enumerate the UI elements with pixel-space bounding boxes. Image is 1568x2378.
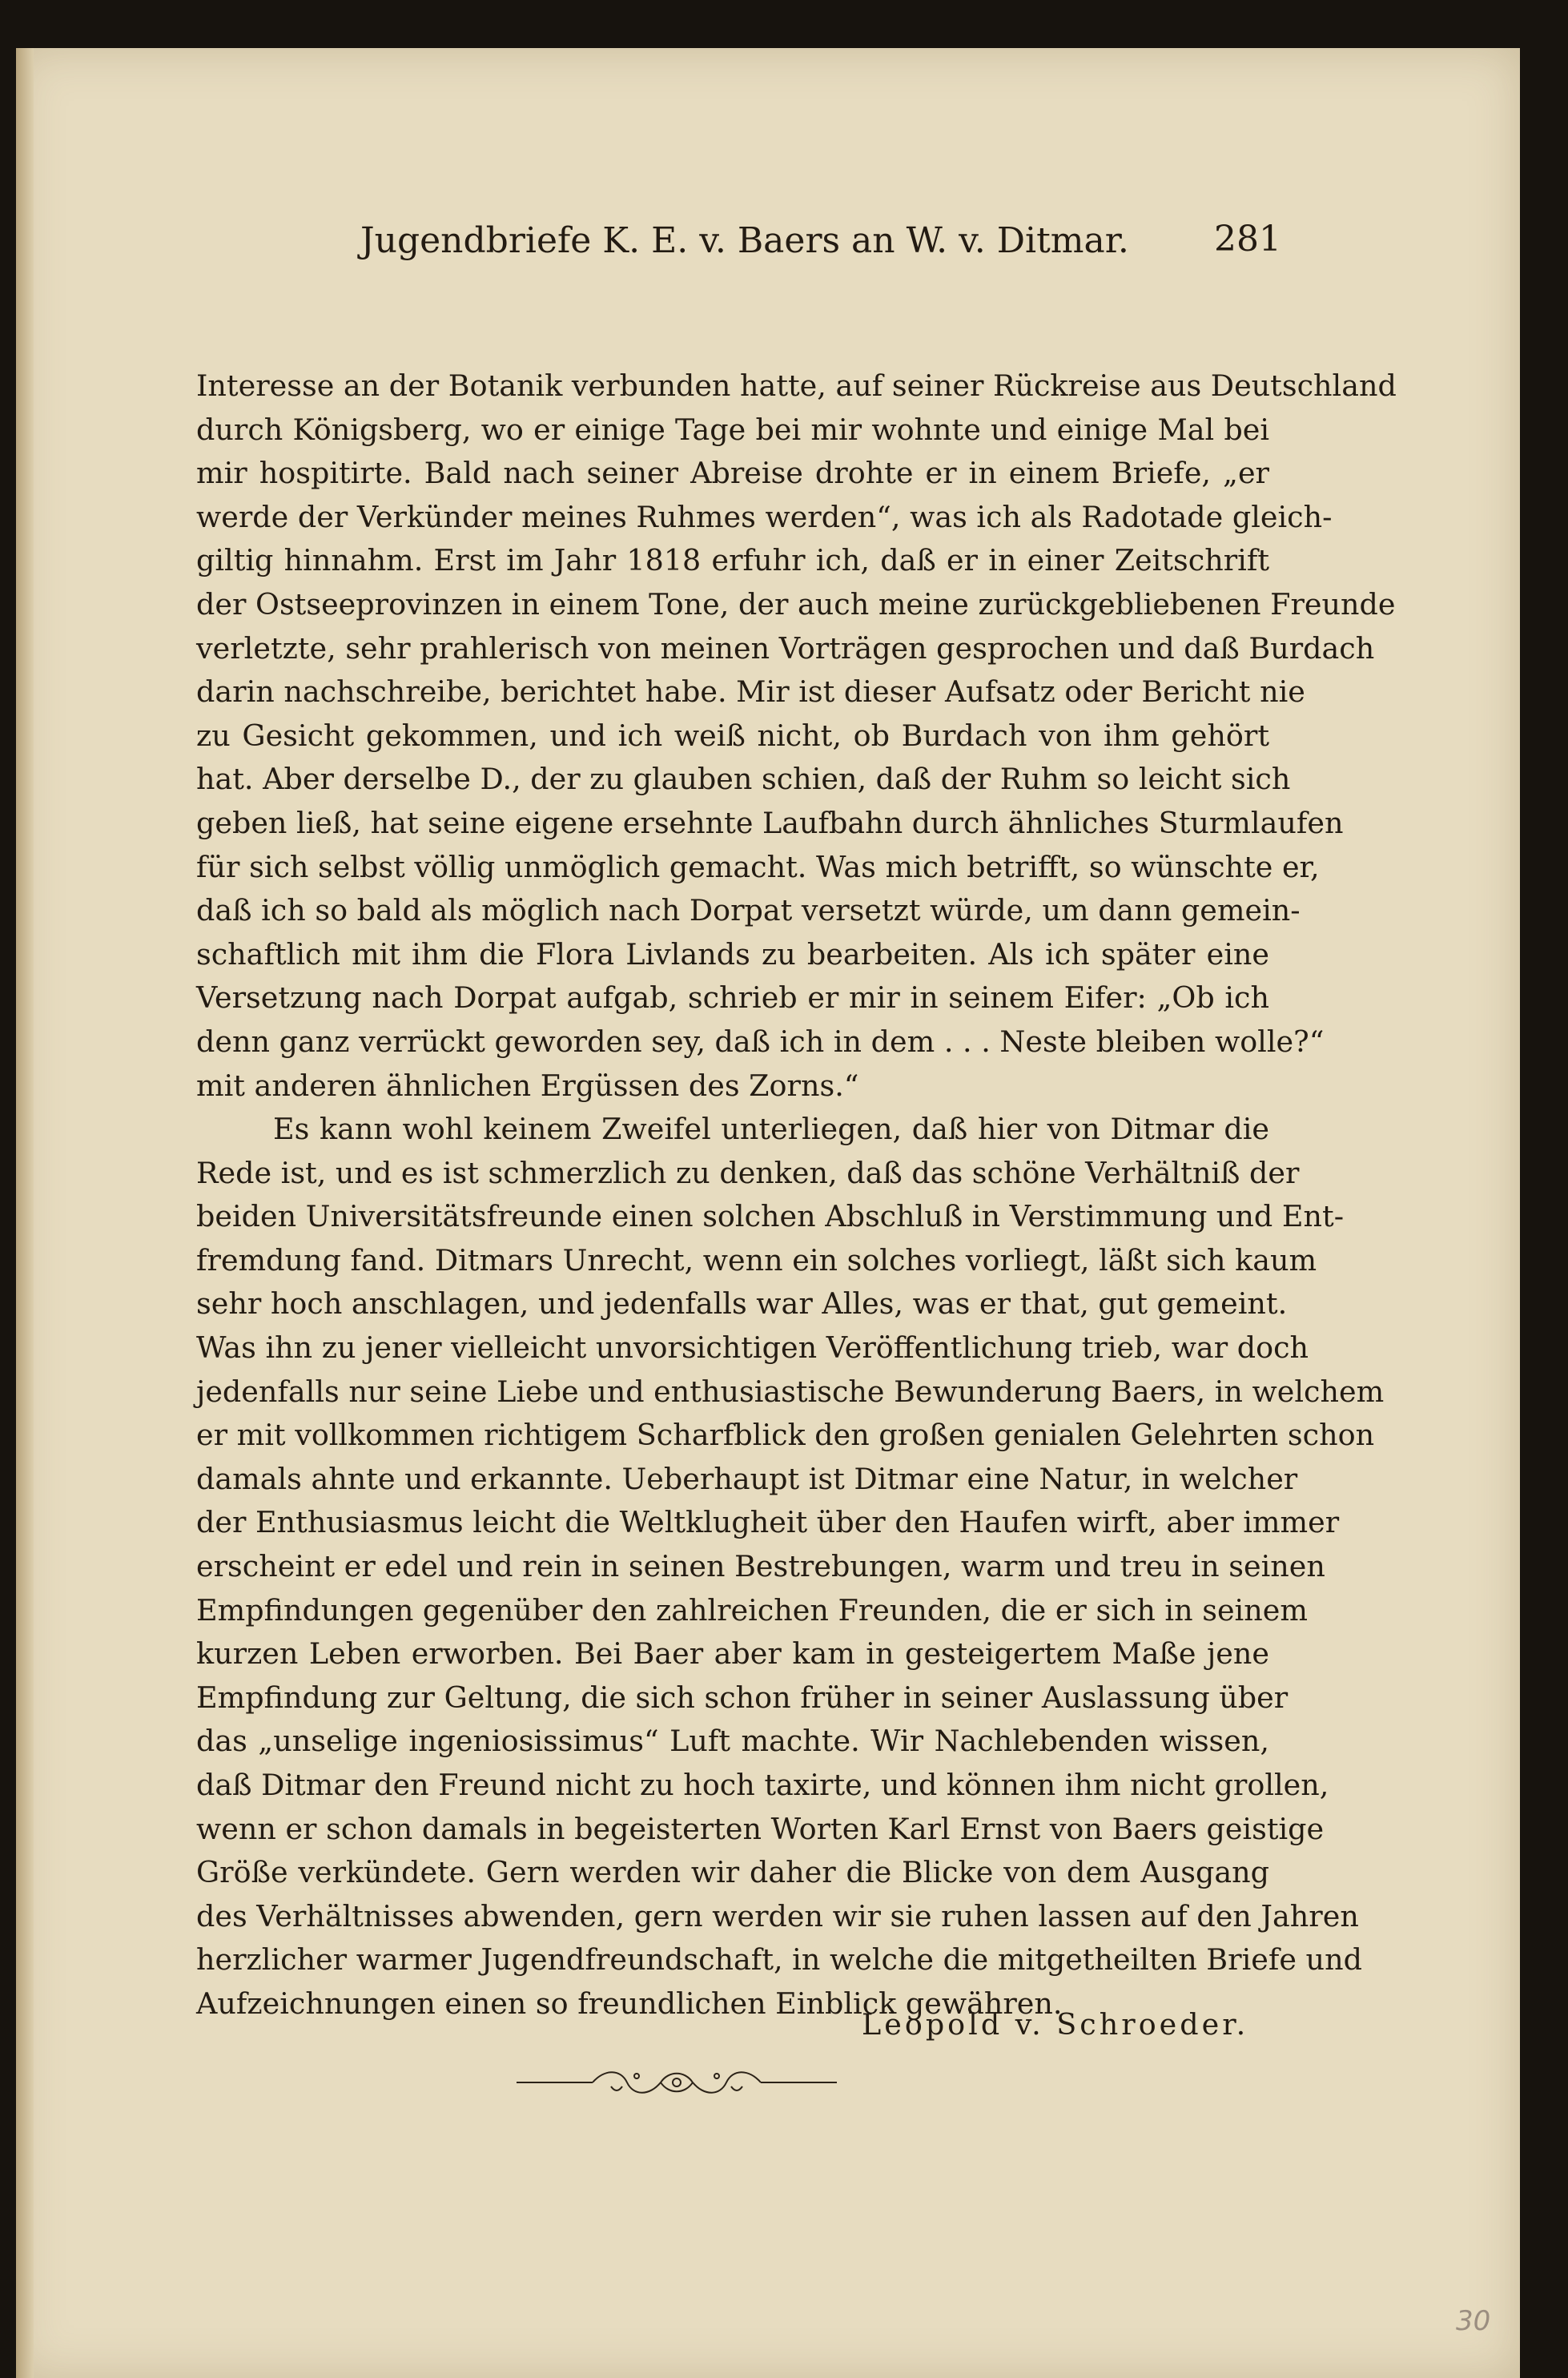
handwritten-folio-mark: 30 [1456,2305,1491,2337]
text-line: Empfindung zur Geltung, die sich schon früher in seiner Auslassung über [196,1680,1289,1715]
text-line: giltig hinnahm. Erst im Jahr 1818 erfuhr ich, daß er in einer Zeitschrift [196,543,1269,578]
text-line: beiden Universitätsfreunde einen solchen Abschluß in Verstimmung und Ent- [196,1199,1345,1234]
page-header [360,220,1281,276]
text-line: denn ganz verrückt geworden sey, daß ich in dem . . . Neste bleiben wolle?“ [196,1024,1325,1059]
text-line: für sich selbst völlig unmöglich gemacht. Was mich betrifft, so wünschte er, [196,849,1320,884]
ornament-divider-icon [517,2062,837,2102]
book-page [16,48,1520,2378]
text-line: sehr hoch anschlagen, und jedenfalls war Alles, was er that, gut gemeint. [196,1286,1288,1322]
text-line: Rede ist, und es ist schmerzlich zu denken, daß das schöne Verhältniß der [196,1155,1300,1190]
text-line: Was ihn zu jener vielleicht unvorsichtigen Veröffentlichung trieb, war doch [196,1330,1309,1366]
text-line: Es kann wohl keinem Zweifel unterliegen, daß hier von Ditmar die [273,1112,1269,1147]
text-line: jedenfalls nur seine Liebe und enthusiastische Bewunderung Baers, in welchem [196,1374,1385,1409]
text-line: darin nachschreibe, berichtet habe. Mir ist dieser Aufsatz oder Bericht nie [196,674,1305,710]
text-line: durch Königsberg, wo er einige Tage bei mir wohnte und einige Mal bei [196,412,1269,447]
text-line: er mit vollkommen richtigem Scharfblick den großen genialen Gelehrten schon [196,1418,1375,1453]
text-line: hat. Aber derselbe D., der zu glauben schien, daß der Ruhm so leicht sich [196,762,1291,797]
text-line: kurzen Leben erworben. Bei Baer aber kam in gesteigertem Maße jene [196,1636,1269,1672]
text-line: des Verhältnisses abwenden, gern werden wir sie ruhen lassen auf den Jahren [196,1898,1359,1933]
text-line: geben ließ, hat seine eigene ersehnte Laufbahn durch ähnliches Sturmlaufen [196,805,1344,840]
text-line: Empfindungen gegenüber den zahlreichen Freunden, die er sich in seinem [196,1592,1308,1628]
author-signature: Leopold v. Schroeder. [862,2007,1249,2042]
text-line: verletzte, sehr prahlerisch von meinen Vorträgen gesprochen und daß Burdach [196,630,1375,666]
page-gutter-edge [16,48,34,2378]
text-line: der Ostseeprovinzen in einem Tone, der auch meine zurückgebliebenen Freunde [196,586,1396,622]
text-line: Größe verkündete. Gern werden wir daher die Blicke von dem Ausgang [196,1855,1269,1890]
body-text [196,364,1397,2026]
text-line: zu Gesicht gekommen, und ich weiß nicht, ob Burdach von ihm gehört [196,718,1269,753]
text-line: mir hospitirte. Bald nach seiner Abreise drohte er in einem Briefe, „er [196,456,1269,491]
text-line: erscheint er edel und rein in seinen Bestrebungen, warm und treu in seinen [196,1549,1325,1584]
text-line: mit anderen ähnlichen Ergüssen des Zorns.“ [196,1068,859,1103]
running-head: Jugendbriefe K. E. v. Baers an W. v. Ditmar. [360,220,1129,261]
text-line: daß Ditmar den Freund nicht zu hoch taxirte, und können ihm nicht grollen, [196,1768,1329,1802]
text-line: schaftlich mit ihm die Flora Livlands zu bearbeiten. Als ich später eine [196,936,1269,972]
text-line: Aufzeichnungen einen so freundlichen Einblick gewähren. [196,1986,1063,2021]
text-line: werde der Verkünder meines Ruhmes werden“, was ich als Radotade gleich- [196,499,1333,534]
text-line: Versetzung nach Dorpat aufgab, schrieb er mir in seinem Eifer: „Ob ich [196,980,1269,1016]
text-line: wenn er schon damals in begeisterten Worten Karl Ernst von Baers geistige [196,1811,1325,1846]
text-line: herzlicher warmer Jugendfreundschaft, in welche die mitgetheilten Briefe und [196,1942,1362,1978]
text-line: daß ich so bald als möglich nach Dorpat versetzt würde, um dann gemein- [196,893,1301,928]
text-line: Interesse an der Botanik verbunden hatte, auf seiner Rückreise aus Deutschland [196,368,1397,403]
text-line: das „unselige ingeniosissimus“ Luft machte. Wir Nachlebenden wissen, [196,1724,1269,1759]
text-line: fremdung fand. Ditmars Unrecht, wenn ein solches vorliegt, läßt sich kaum [196,1242,1317,1278]
text-line: der Enthusiasmus leicht die Weltklugheit über den Haufen wirft, aber immer [196,1505,1340,1540]
page-number: 281 [1214,219,1281,260]
text-line: damals ahnte und erkannte. Ueberhaupt ist Ditmar eine Natur, in welcher [196,1461,1298,1496]
